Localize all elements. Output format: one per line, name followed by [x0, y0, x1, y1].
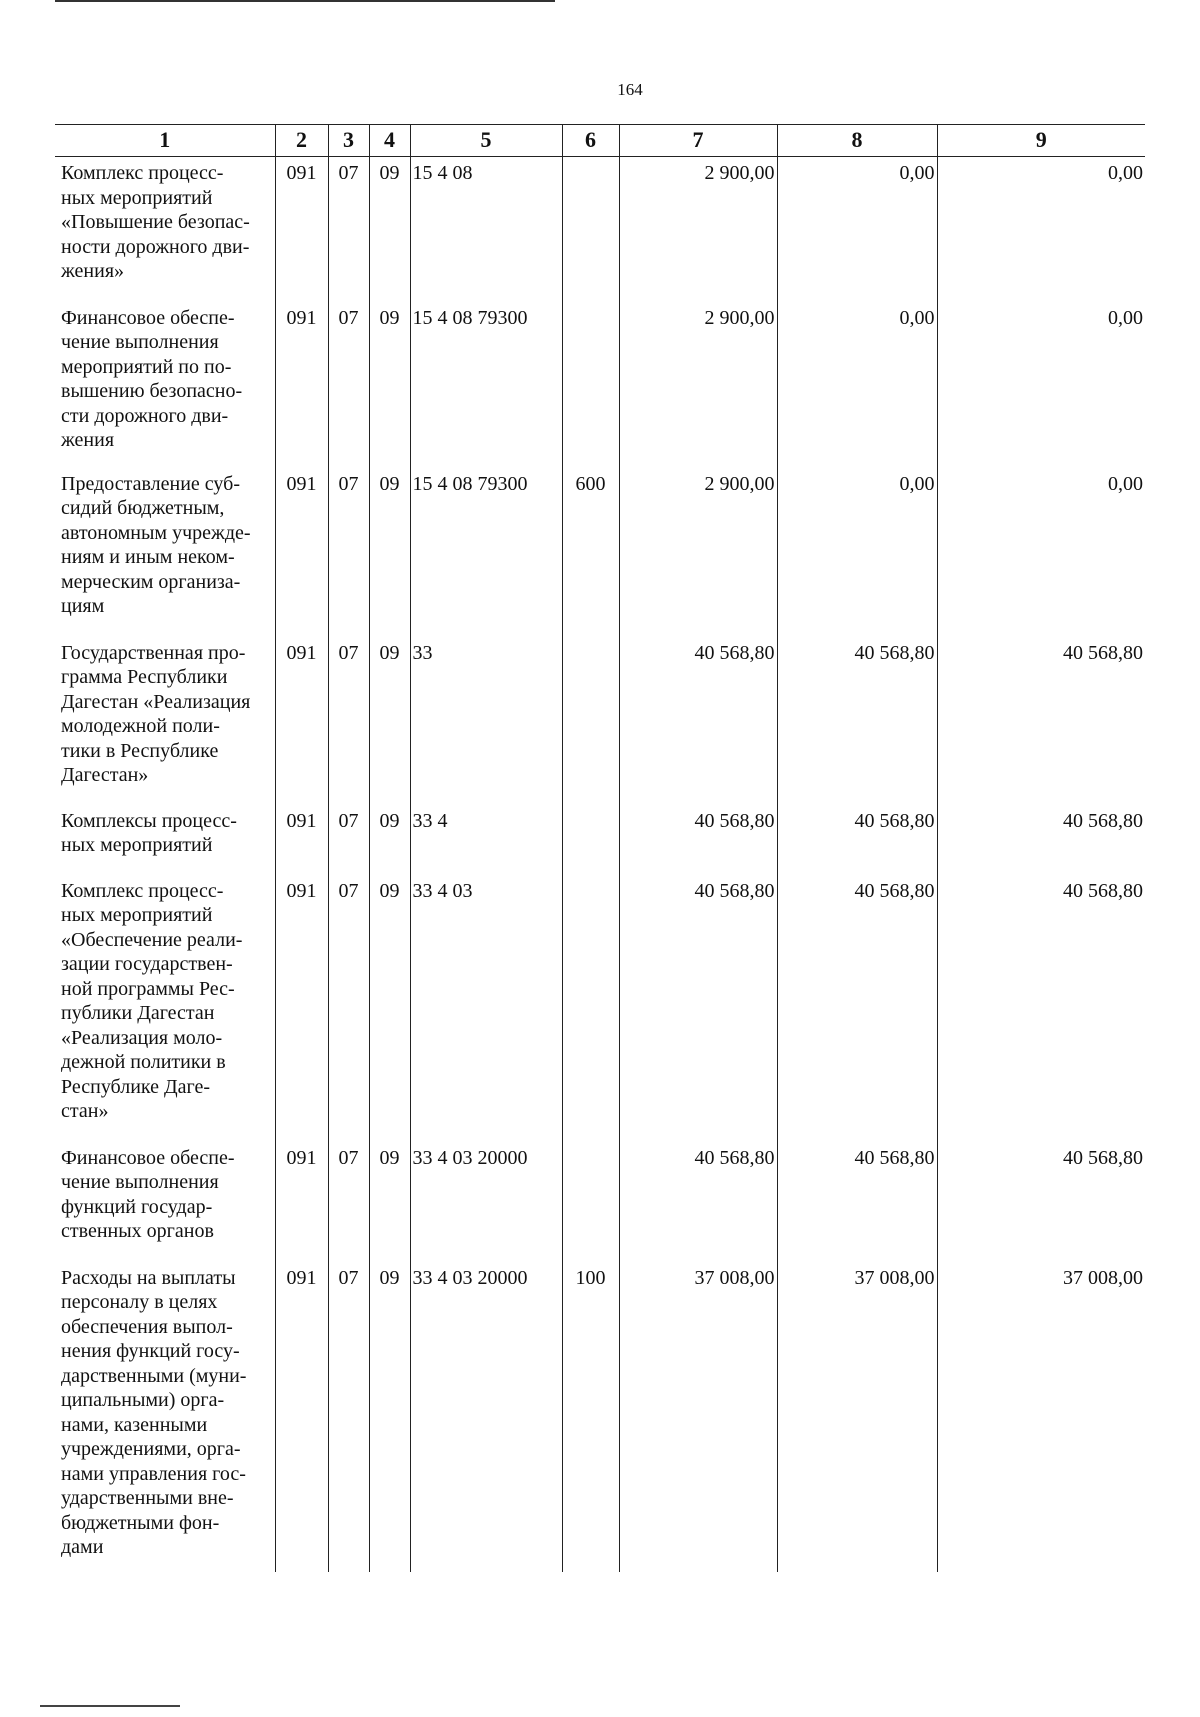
row-name-line: Предоставление суб-: [61, 472, 240, 495]
row-name-line: ственных органов: [61, 1220, 214, 1242]
subsection-code-cell: 09: [369, 875, 410, 1142]
row-name-line: нами управления гос-: [61, 1462, 246, 1485]
subsection-code-cell: 09: [369, 1262, 410, 1572]
amount-year2-cell: 0,00: [777, 468, 937, 637]
ministry-code-cell: 091: [275, 1142, 328, 1262]
table-row: [55, 302, 1145, 468]
column-header-9: 9: [937, 125, 1145, 157]
section-code-cell: 07: [328, 805, 369, 875]
row-name-line: жения»: [61, 260, 125, 282]
section-code-cell: 07: [328, 637, 369, 805]
row-name-line: Комплекс процесс-: [61, 879, 224, 902]
expense-type-cell: [562, 875, 619, 1142]
amount-year2-cell: 40 568,80: [777, 637, 937, 805]
row-name-line: молодежной поли-: [61, 715, 220, 737]
amount-year2-cell: 40 568,80: [777, 805, 937, 875]
row-name-cell: [55, 875, 275, 1142]
target-article-cell: 33 4 03: [410, 875, 562, 1142]
row-name-line: ниям и иным неком-: [61, 546, 235, 568]
row-name-line: ности дорожного дви-: [61, 235, 250, 258]
column-header-3: 3: [328, 125, 369, 157]
row-name-line: «Реализация моло-: [61, 1026, 223, 1049]
target-article-cell: 33: [410, 637, 562, 805]
row-name-line: Дагестан «Реализация: [61, 690, 251, 713]
row-name-line: Комплексы процесс-: [61, 809, 237, 832]
ministry-code-cell: 091: [275, 1262, 328, 1572]
subsection-code-cell: 09: [369, 1142, 410, 1262]
row-name-line: дежной политики в: [61, 1051, 226, 1073]
expense-type-cell: [562, 302, 619, 468]
row-name-line: Комплекс процесс-: [61, 162, 224, 184]
row-name-line: сидий бюджетным,: [61, 497, 225, 519]
expense-type-cell: [562, 805, 619, 875]
row-name-line: зации государствен-: [61, 953, 233, 975]
row-name-line: «Обеспечение реали-: [61, 928, 243, 951]
row-name-cell: [55, 1262, 275, 1572]
row-name-line: учреждениями, орга-: [61, 1438, 241, 1460]
amount-year1-cell: 37 008,00: [619, 1262, 777, 1572]
section-code-cell: 07: [328, 468, 369, 637]
row-name-line: обеспечения выпол-: [61, 1315, 233, 1338]
section-code-cell: 07: [328, 1142, 369, 1262]
row-name-line: сти дорожного дви-: [61, 404, 229, 427]
amount-year2-cell: 37 008,00: [777, 1262, 937, 1572]
subsection-code-cell: 09: [369, 468, 410, 637]
row-name-line: дарственными (муни-: [61, 1364, 247, 1387]
section-code-cell: 07: [328, 1262, 369, 1572]
table-body: [55, 157, 1145, 1572]
table-row: [55, 1142, 1145, 1262]
row-name-line: мероприятий по по-: [61, 355, 232, 378]
table-row: [55, 157, 1145, 302]
row-name-line: Республике Даге-: [61, 1075, 211, 1098]
row-name-line: чение выполнения: [61, 331, 219, 353]
target-article-cell: 33 4 03 20000: [410, 1142, 562, 1262]
row-name-line: Финансовое обеспе-: [61, 1146, 235, 1169]
amount-year1-cell: 2 900,00: [619, 157, 777, 302]
column-header-6: 6: [562, 125, 619, 157]
amount-year2-cell: 40 568,80: [777, 875, 937, 1142]
table-row: [55, 1262, 1145, 1572]
row-name-line: функций государ-: [61, 1195, 213, 1218]
row-name-line: Государственная про-: [61, 641, 246, 664]
subsection-code-cell: 09: [369, 157, 410, 302]
row-name-cell: [55, 805, 275, 875]
table-row: [55, 805, 1145, 875]
row-name-line: дами: [61, 1536, 104, 1558]
section-code-cell: 07: [328, 302, 369, 468]
amount-year1-cell: 2 900,00: [619, 468, 777, 637]
ministry-code-cell: 091: [275, 805, 328, 875]
amount-year2-cell: 0,00: [777, 157, 937, 302]
row-name-line: ных мероприятий: [61, 186, 213, 209]
row-name-line: вышению безопасно-: [61, 380, 243, 402]
ministry-code-cell: 091: [275, 157, 328, 302]
target-article-cell: 15 4 08 79300: [410, 468, 562, 637]
row-name-line: грамма Республики: [61, 666, 228, 688]
column-header-1: 1: [55, 125, 275, 157]
row-name-line: жения: [61, 429, 115, 451]
subsection-code-cell: 09: [369, 302, 410, 468]
row-name-line: нами, казенными: [61, 1413, 208, 1436]
column-header-2: 2: [275, 125, 328, 157]
row-name-line: Расходы на выплаты: [61, 1266, 236, 1289]
amount-year3-cell: 40 568,80: [937, 637, 1145, 805]
amount-year3-cell: 0,00: [937, 157, 1145, 302]
ministry-code-cell: 091: [275, 302, 328, 468]
amount-year1-cell: 40 568,80: [619, 637, 777, 805]
section-code-cell: 07: [328, 157, 369, 302]
amount-year3-cell: 37 008,00: [937, 1262, 1145, 1572]
row-name-line: ударственными вне-: [61, 1487, 234, 1509]
row-name-line: чение выполнения: [61, 1171, 219, 1193]
target-article-cell: 33 4: [410, 805, 562, 875]
row-name-line: нения функций госу-: [61, 1340, 240, 1362]
column-header-7: 7: [619, 125, 777, 157]
column-header-8: 8: [777, 125, 937, 157]
amount-year3-cell: 40 568,80: [937, 805, 1145, 875]
expense-type-cell: 100: [562, 1262, 619, 1572]
page-bottom-rule: [40, 1705, 180, 1707]
subsection-code-cell: 09: [369, 805, 410, 875]
target-article-cell: 15 4 08: [410, 157, 562, 302]
table-row: [55, 468, 1145, 637]
row-name-line: ной программы Рес-: [61, 977, 235, 1000]
expense-type-cell: [562, 637, 619, 805]
amount-year1-cell: 2 900,00: [619, 302, 777, 468]
amount-year1-cell: 40 568,80: [619, 1142, 777, 1262]
section-code-cell: 07: [328, 875, 369, 1142]
amount-year3-cell: 0,00: [937, 302, 1145, 468]
row-name-line: персоналу в целях: [61, 1291, 218, 1313]
ministry-code-cell: 091: [275, 468, 328, 637]
row-name-cell: [55, 302, 275, 468]
amount-year3-cell: 40 568,80: [937, 1142, 1145, 1262]
row-name-cell: [55, 468, 275, 637]
row-name-line: публики Дагестан: [61, 1002, 215, 1024]
row-name-line: ципальными) орга-: [61, 1389, 225, 1411]
row-name-line: циям: [61, 595, 105, 617]
ministry-code-cell: 091: [275, 875, 328, 1142]
row-name-line: тики в Республике: [61, 739, 219, 762]
row-name-line: бюджетными фон-: [61, 1511, 220, 1534]
expense-type-cell: [562, 157, 619, 302]
amount-year2-cell: 40 568,80: [777, 1142, 937, 1262]
row-name-line: Финансовое обеспе-: [61, 306, 235, 329]
target-article-cell: 15 4 08 79300: [410, 302, 562, 468]
row-name-line: ных мероприятий: [61, 904, 213, 926]
amount-year3-cell: 0,00: [937, 468, 1145, 637]
row-name-line: мерческим организа-: [61, 570, 241, 593]
column-header-5: 5: [410, 125, 562, 157]
amount-year3-cell: 40 568,80: [937, 875, 1145, 1142]
row-name-cell: [55, 637, 275, 805]
expense-type-cell: 600: [562, 468, 619, 637]
row-name-line: «Повышение безопас-: [61, 211, 250, 233]
ministry-code-cell: 091: [275, 637, 328, 805]
amount-year1-cell: 40 568,80: [619, 875, 777, 1142]
row-name-cell: [55, 1142, 275, 1262]
page-top-rule: [55, 0, 555, 2]
amount-year1-cell: 40 568,80: [619, 805, 777, 875]
row-name-line: стан»: [61, 1100, 109, 1122]
column-header-4: 4: [369, 125, 410, 157]
table-header-row: [55, 125, 1145, 157]
target-article-cell: 33 4 03 20000: [410, 1262, 562, 1572]
row-name-line: автономным учрежде-: [61, 521, 251, 544]
table-row: [55, 637, 1145, 805]
row-name-cell: [55, 157, 275, 302]
row-name-line: ных мероприятий: [61, 834, 213, 856]
budget-table: [55, 124, 1145, 1572]
amount-year2-cell: 0,00: [777, 302, 937, 468]
expense-type-cell: [562, 1142, 619, 1262]
page-number: 164: [617, 80, 643, 99]
subsection-code-cell: 09: [369, 637, 410, 805]
table-row: [55, 875, 1145, 1142]
row-name-line: Дагестан»: [61, 764, 149, 786]
